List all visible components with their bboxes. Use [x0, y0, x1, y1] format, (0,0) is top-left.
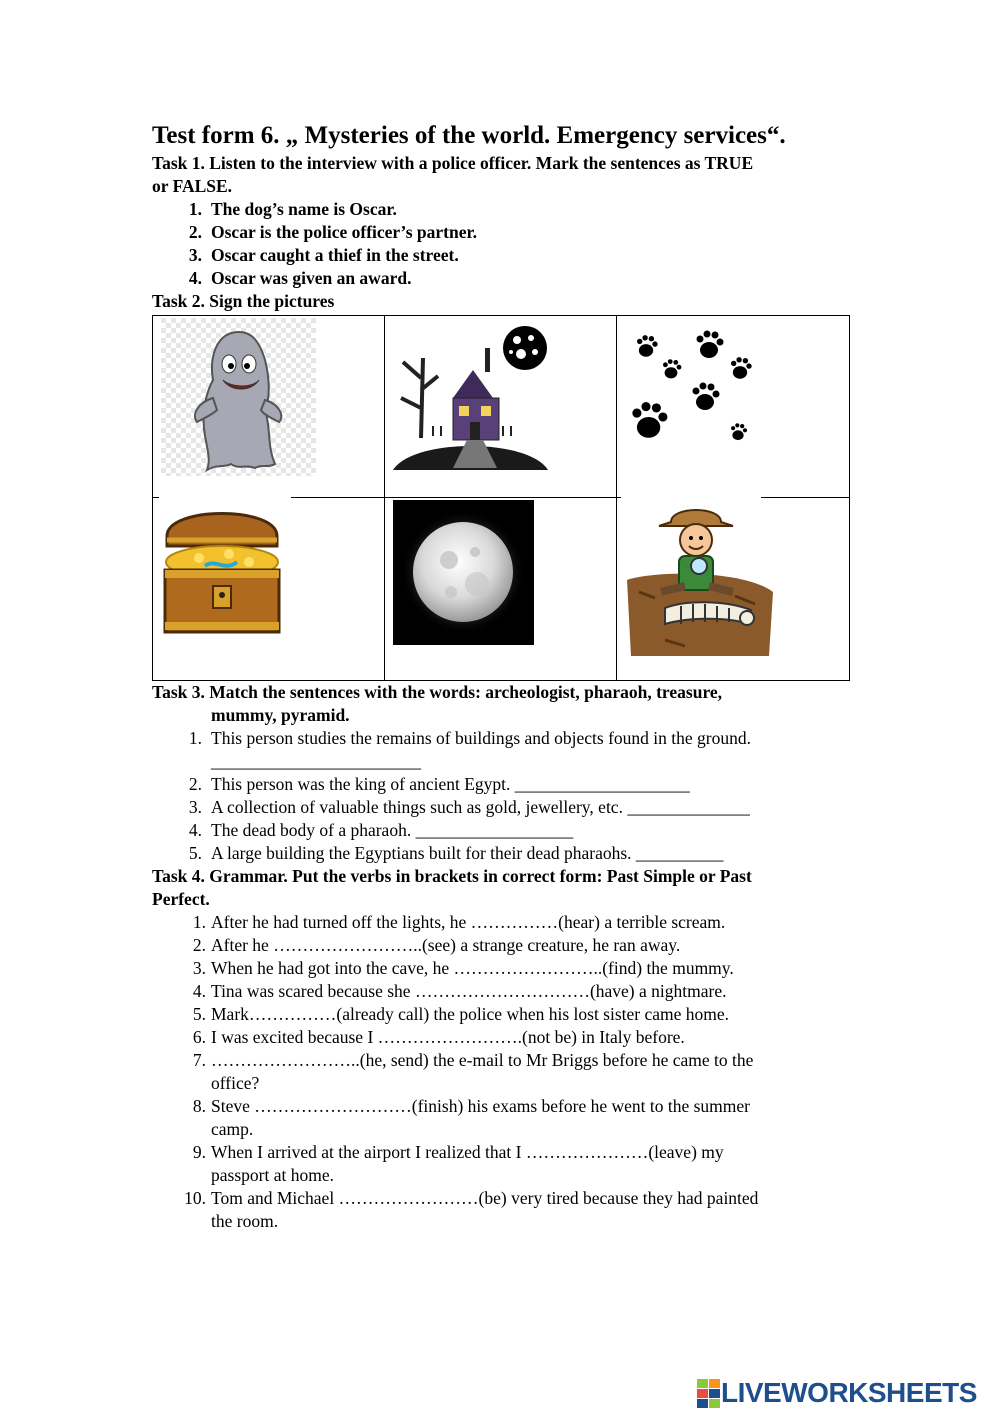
task4-heading: Task 4. Grammar. Put the verbs in brackets in correct form: Past Simple or Past Perfect. [152, 866, 752, 909]
list-item: 2. Oscar is the police officer’s partner. [188, 222, 477, 242]
answer-blank: ________________________ [211, 751, 421, 771]
task4 [152, 865, 852, 1233]
list-item: 5. Mark……………(already call) the police when his lost sister came home. [192, 1004, 730, 1024]
list-item: 8. Steve ………………………(finish) his exams before he went to the summer camp. [192, 1096, 750, 1139]
list-item: 2. This person was the king of ancient Egypt. ____________________ [188, 774, 690, 794]
logo-text: LIVEWORKSHEETS [721, 1377, 977, 1408]
task1-list [152, 198, 852, 290]
list-item: 6. I was excited because I …………………….(not be) in Italy before. [192, 1027, 685, 1047]
list-item: 3. Oscar caught a thief in the street. [188, 245, 459, 265]
list-item: 4. Tina was scared because she …………………………(have) a nightmare. [192, 981, 727, 1001]
list-item: 1. This person studies the remains of buildings and objects found in the ground. ________________________ [188, 728, 751, 771]
list-item: 9. When I arrived at the airport I realized that I …………………(leave) my passport at home. [192, 1142, 724, 1185]
list-item: 4. Oscar was given an award. [188, 268, 412, 288]
task3 [152, 681, 852, 865]
task1-heading: Task 1. Listen to the interview with a police officer. Mark the sentences as TRUE or FALSE. [152, 153, 754, 196]
list-item: 5. A large building the Egyptians built for their dead pharaohs. __________ [188, 843, 724, 863]
page-title: Test form 6. „ Mysteries of the world. Emergency services“. [152, 122, 786, 149]
task4-list [152, 911, 852, 1233]
task3-list [152, 727, 852, 865]
list-item: 1. After he had turned off the lights, he ……………(hear) a terrible scream. [192, 912, 726, 932]
logo-mark-icon [697, 1379, 719, 1407]
paw-prints-picture [623, 318, 773, 474]
list-item: 3. When he had got into the cave, he ……………………..(find) the mummy. [192, 958, 734, 978]
ghost-picture [161, 318, 316, 476]
list-item: 10. Tom and Michael ……………………(be) very tired because they had painted the room. [184, 1188, 759, 1231]
liveworksheets-logo[interactable] [697, 1377, 977, 1409]
haunted-house-picture [393, 318, 548, 474]
task1 [152, 152, 852, 290]
task3-heading: Task 3. Match the sentences with the words: archeologist, pharaoh, treasure, mummy, pyramid. [152, 682, 723, 725]
task2 [152, 290, 852, 681]
list-item: 2. After he ……………………..(see) a strange creature, he ran away. [192, 935, 681, 955]
treasure-chest-picture [159, 500, 289, 650]
list-item: 4. The dead body of a pharaoh. __________________ [188, 820, 574, 840]
list-item: 3. A collection of valuable things such as gold, jewellery, etc. ______________ [188, 797, 750, 817]
picture-grid [152, 315, 850, 681]
list-item: 1. The dog’s name is Oscar. [188, 199, 397, 219]
full-moon-picture [393, 500, 534, 645]
archeologist-picture [625, 500, 775, 660]
list-item: 7. ……………………..(he, send) the e-mail to Mr Briggs before he came to the office? [192, 1050, 754, 1093]
task2-heading: Task 2. Sign the pictures [152, 291, 335, 311]
worksheet [152, 120, 852, 1233]
